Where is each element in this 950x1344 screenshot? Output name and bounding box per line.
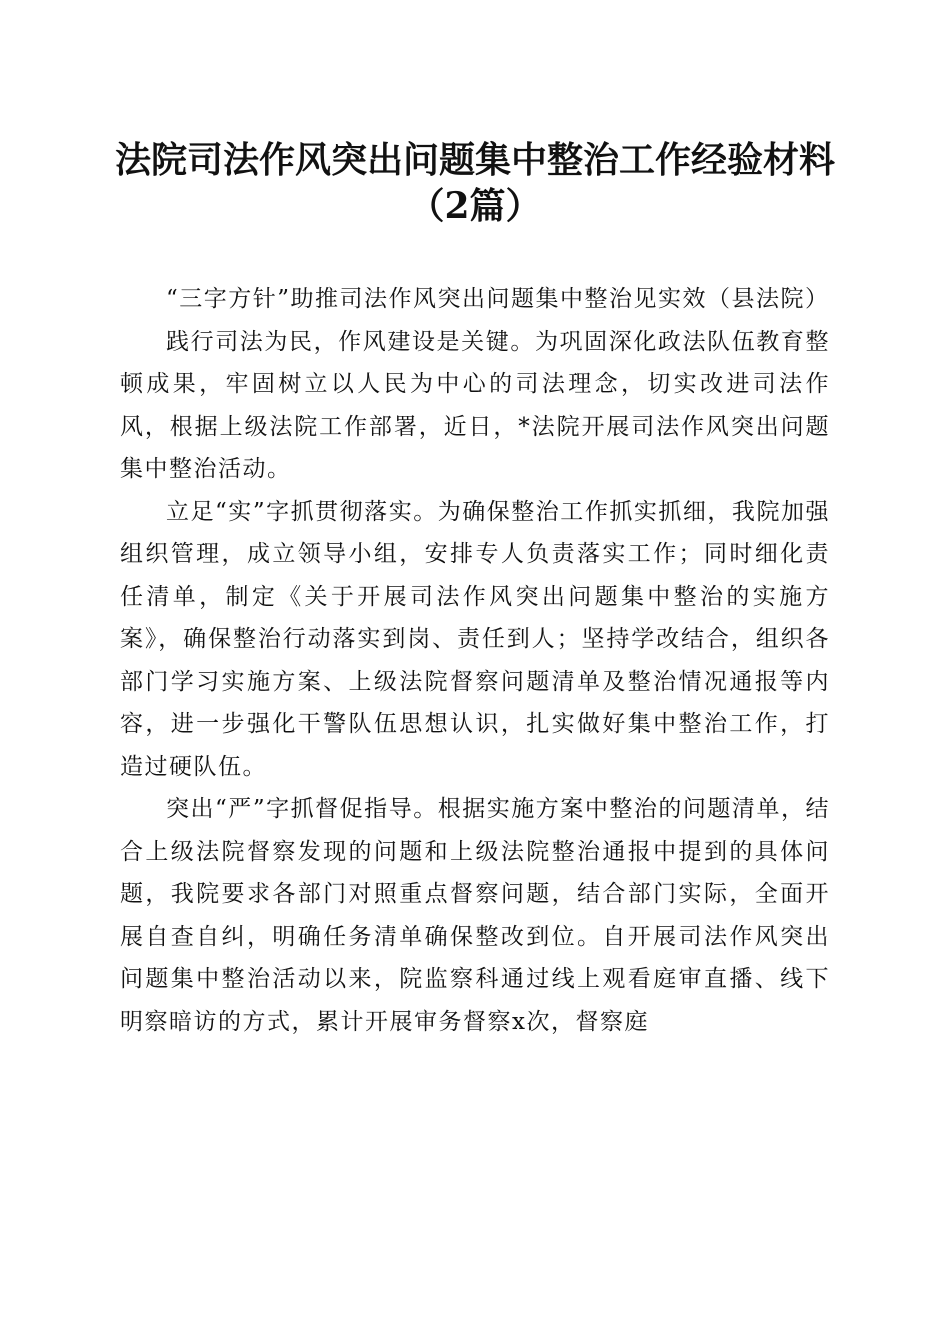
document-title: 法院司法作风突出问题集中整治工作经验材料	[114, 139, 835, 181]
document-title-count: （2篇）	[408, 185, 542, 227]
body-paragraph: 立足“实”字抓贯彻落实。为确保整治工作抓实抓细，我院加强组织管理，成立领导小组，安排专人负责落实工作；同时细化责任清单，制定《关于开展司法作风突出问题集中整治的实施方案》，确保整治行动落实到岗、责任到人；坚持学改结合，组织各部门学习实施方案、上级法院督察问题清单及整治情况通报等内容，进一步强化干警队伍思想认识，扎实做好集中整治工作，打造过硬队伍。	[120, 498, 830, 780]
article-subtitle: “三字方针”助推司法作风突出问题集中整治见实效（县法院）	[166, 286, 830, 312]
body-paragraph: 践行司法为民，作风建设是关键。为巩固深化政法队伍教育整顿成果，牢固树立以人民为中心的司法理念，切实改进司法作风，根据上级法院工作部署，近日，*法院开展司法作风突出问题集中整治活动。	[120, 328, 830, 482]
document-body	[120, 278, 830, 1043]
body-paragraph: 突出“严”字抓督促指导。根据实施方案中整治的问题清单，结合上级法院督察发现的问题和上级法院整治通报中提到的具体问题，我院要求各部门对照重点督察问题，结合部门实际，全面开展自查自纠，明确任务清单确保整改到位。自开展司法作风突出问题集中整治活动以来，院监察科通过线上观看庭审直播、线下明察暗访的方式，累计开展审务督察x次，督察庭	[120, 796, 830, 1035]
